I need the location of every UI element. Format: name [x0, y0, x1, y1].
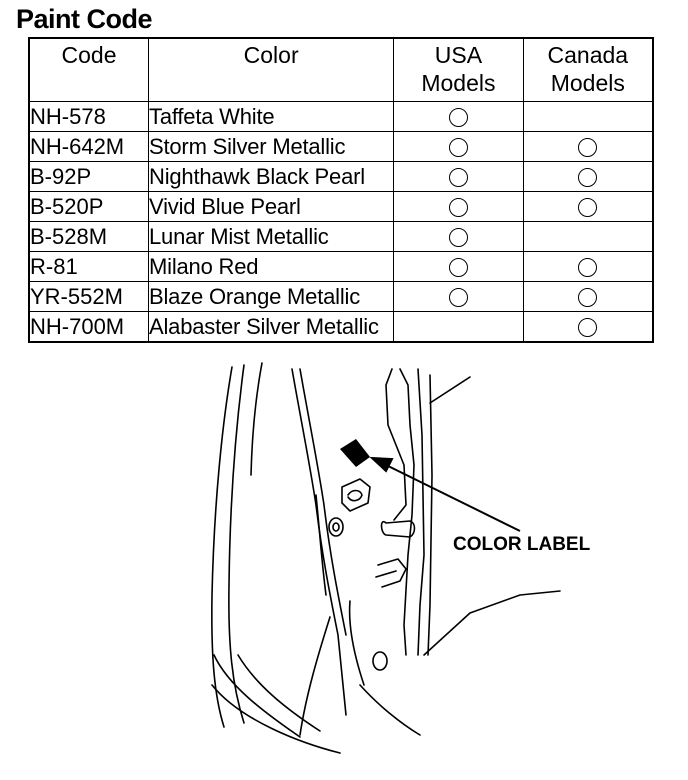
usa-availability-cell — [394, 222, 523, 252]
canada-availability-cell — [523, 192, 653, 222]
table-header-row — [29, 38, 653, 102]
color-name-cell: Storm Silver Metallic — [149, 132, 394, 162]
available-circle-icon — [449, 198, 468, 217]
paint-code-cell: B-92P — [29, 162, 149, 192]
table-row — [29, 222, 653, 252]
header-canada-line2: Models — [550, 70, 625, 96]
header-code — [29, 38, 149, 102]
paint-code-cell: NH-700M — [29, 312, 149, 343]
canada-availability-cell — [523, 282, 653, 312]
canada-availability-cell — [523, 312, 653, 343]
color-name-cell: Vivid Blue Pearl — [149, 192, 394, 222]
table-row — [29, 192, 653, 222]
color-name-cell: Lunar Mist Metallic — [149, 222, 394, 252]
table-row — [29, 312, 653, 343]
paint-code-cell: YR-552M — [29, 282, 149, 312]
available-circle-icon — [578, 258, 597, 277]
available-circle-icon — [578, 198, 597, 217]
table-row — [29, 162, 653, 192]
header-canada-models — [523, 38, 653, 102]
header-color — [149, 38, 394, 102]
header-code-label: Code — [61, 42, 117, 68]
usa-availability-cell — [394, 132, 523, 162]
usa-availability-cell — [394, 312, 523, 343]
available-circle-icon — [578, 318, 597, 337]
color-name-cell: Taffeta White — [149, 102, 394, 132]
page-title: Paint Code — [16, 4, 153, 34]
available-circle-icon — [578, 138, 597, 157]
color-name-cell: Blaze Orange Metallic — [149, 282, 394, 312]
canada-availability-cell — [523, 222, 653, 252]
table-body — [29, 102, 653, 343]
color-label-callout: COLOR LABEL — [453, 534, 591, 555]
header-canada-line1: Canada — [547, 42, 629, 68]
paint-code-cell: NH-578 — [29, 102, 149, 132]
available-circle-icon — [449, 258, 468, 277]
usa-availability-cell — [394, 102, 523, 132]
available-circle-icon — [449, 288, 468, 307]
table-row — [29, 252, 653, 282]
paint-code-cell: B-528M — [29, 222, 149, 252]
table-row — [29, 282, 653, 312]
header-color-label: Color — [243, 42, 299, 68]
color-name-cell: Nighthawk Black Pearl — [149, 162, 394, 192]
paint-code-cell: B-520P — [29, 192, 149, 222]
available-circle-icon — [449, 108, 468, 127]
available-circle-icon — [449, 138, 468, 157]
table-row — [29, 102, 653, 132]
header-usa-line1: USA — [434, 42, 483, 68]
available-circle-icon — [449, 228, 468, 247]
available-circle-icon — [449, 168, 468, 187]
color-label-sticker — [340, 439, 370, 467]
usa-availability-cell — [394, 282, 523, 312]
paint-code-table — [28, 37, 654, 343]
canada-availability-cell — [523, 102, 653, 132]
canada-availability-cell — [523, 252, 653, 282]
color-name-cell: Alabaster Silver Metallic — [149, 312, 394, 343]
canada-availability-cell — [523, 132, 653, 162]
usa-availability-cell — [394, 192, 523, 222]
paint-code-cell: R-81 — [29, 252, 149, 282]
header-usa-line2: Models — [421, 70, 496, 96]
available-circle-icon — [578, 168, 597, 187]
paint-code-cell: NH-642M — [29, 132, 149, 162]
color-name-cell: Milano Red — [149, 252, 394, 282]
canada-availability-cell — [523, 162, 653, 192]
header-usa-models — [394, 38, 523, 102]
available-circle-icon — [578, 288, 597, 307]
usa-availability-cell — [394, 162, 523, 192]
table-row — [29, 132, 653, 162]
usa-availability-cell — [394, 252, 523, 282]
